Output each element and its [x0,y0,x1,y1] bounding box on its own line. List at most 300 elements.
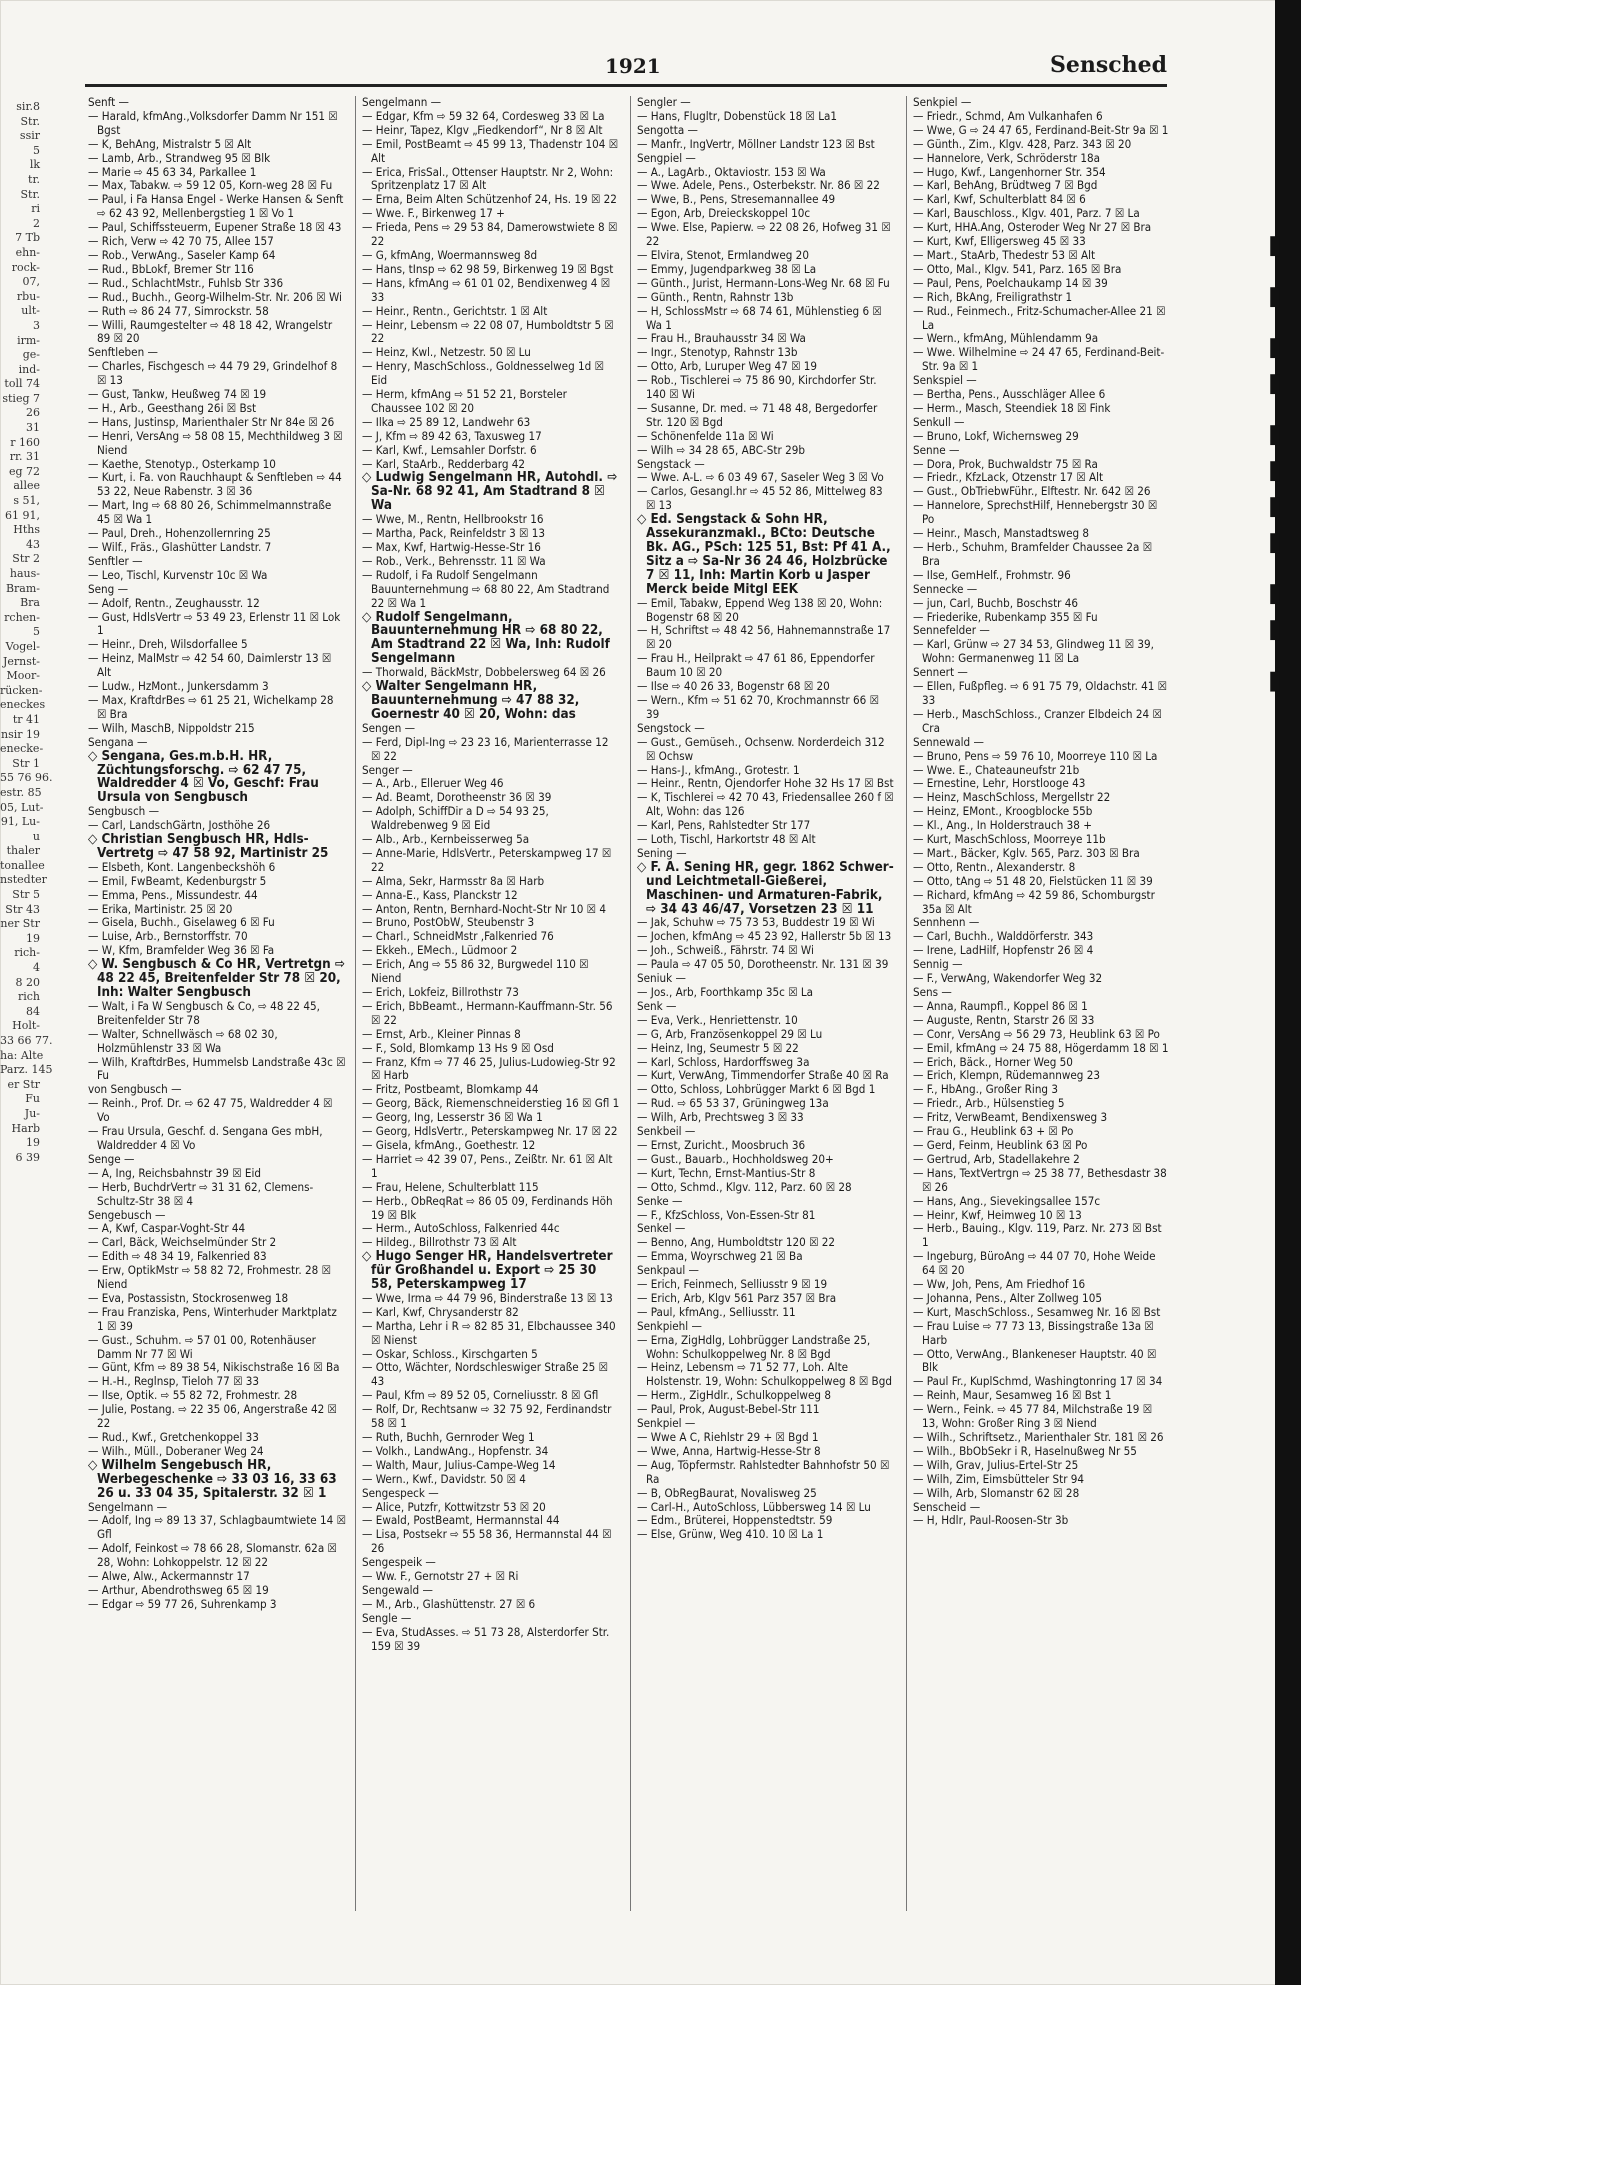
margin-fragment: u [32,829,40,843]
directory-entry: — Rob., Verk., Behrensstr. 11 ☒ Wa [362,553,546,568]
directory-entry: — Rud., Buchh., Georg-Wilhelm-Str. Nr. 206 ☒ Wi [88,289,342,304]
directory-entry: — Erich, BbBeamt., Hermann-Kauffmann-Str. 56 ☒ 22 [362,998,613,1027]
directory-entry: — Ad. Beamt, Dorotheenstr 36 ☒ 39 [362,790,552,805]
directory-entry: — Charl., SchneidMstr ,Falkenried 76 [362,929,554,944]
margin-fragment: 26 [26,406,40,420]
directory-entry: — Henri, VersAng ⇨ 58 08 15, Mechthildweg 3 ☒ Niend [88,428,343,457]
directory-entry: — Rolf, Dr, Rechtsanw ⇨ 32 75 92, Ferdinandstr 58 ☒ 1 [362,1402,612,1431]
directory-entry: — Hans, Justinsp, Marienthaler Str Nr 84e ☒ 26 [88,414,335,429]
directory-entry: — Kurt, i. Fa. von Rauchhaupt & Senftleben ⇨ 44 53 22, Neue Rabenstr. 3 ☒ 36 [88,470,342,499]
header-rule [85,84,1167,87]
directory-entry: — Wwe. Else, Papierw. ⇨ 22 08 26, Hofweg 31 ☒ 22 [637,220,891,249]
surname-heading: Sengstock — [637,720,705,735]
edge-index-marks: ▮ ▮ ▮▮ ▮▮▮▮ ▮▮ ▮ [1260,230,1290,702]
directory-entry: — H.-H., Reglnsp, Tieloh 77 ☒ 33 [88,1374,260,1389]
margin-fragment: Str. [20,114,40,128]
margin-fragment: rbu- [16,289,40,303]
directory-entry: — Mart., StaArb, Thedestr 53 ☒ Alt [913,247,1096,262]
directory-entry: — K, Tischlerei ⇨ 42 70 43, Friedensallee 260 f ☒ Alt, Wohn: das 126 [637,790,894,819]
surname-heading: Senkull — [913,414,965,429]
margin-fragment: rr. 31 [9,450,40,464]
page-number: 1921 [605,54,661,78]
surname-heading: Senke — [637,1193,683,1208]
column-3 [637,96,895,1542]
directory-entry: — Karl, Kwf, Chrysanderstr 82 [362,1304,519,1319]
directory-entry: — Friedr., KfzLack, Otzenstr 17 ☒ Alt [913,470,1104,485]
directory-entry: — Hans, kfmAng ⇨ 61 01 02, Bendixenweg 4 ☒ 33 [362,275,611,304]
margin-fragment: Str 43 [5,902,40,916]
directory-entry: — Emil, PostBeamt ⇨ 45 99 13, Thadenstr 104 ☒ Alt [362,136,619,165]
margin-fragment: Jernst- [2,654,40,668]
directory-entry: — Erw, OptikMstr ⇨ 58 82 72, Frohmestr. 28 ☒ Niend [88,1263,331,1292]
directory-entry: — Rob., Tischlerei ⇨ 75 86 90, Kirchdorfer Str. 140 ☒ Wi [637,373,877,402]
directory-entry: — Oskar, Schloss., Kirschgarten 5 [362,1346,538,1361]
directory-entry: — Herm., Masch, Steendiek 18 ☒ Fink [913,400,1111,415]
margin-fragment: eg 72 [8,464,40,478]
margin-fragment: Ju- [24,1106,40,1120]
surname-heading: Sennefelder — [913,623,990,638]
directory-entry: — Leo, Tischl, Kurvenstr 10c ☒ Wa [88,567,268,582]
margin-fragment: ge- [22,348,40,362]
directory-entry: — Luise, Arb., Bernstorffstr. 70 [88,929,248,944]
column-2 [362,96,620,1654]
directory-entry: — Kurt, MaschSchloss, Moorreye 11b [913,832,1106,847]
surname-heading: Sennert — [913,665,968,680]
directory-entry: — Eva, Verk., Henriettenstr. 10 [637,1012,798,1027]
directory-entry: — F., HbAng., Großer Ring 3 [913,1082,1058,1097]
margin-fragment: Harb [11,1121,40,1135]
left-page-cut-text [0,100,53,1950]
directory-entry: — H, SchlossMstr ⇨ 68 74 61, Mühlenstieg 6 ☒ Wa 1 [637,303,882,332]
directory-entry: — Paul, Dreh., Hohenzollernring 25 [88,526,271,541]
directory-entry: — Ruth ⇨ 86 24 77, Simrockstr. 58 [88,303,269,318]
directory-entry: — Heinz, Ing, Seumestr 5 ☒ 22 [637,1040,799,1055]
margin-fragment: rücken- [0,683,43,697]
margin-fragment: Bram- [5,581,40,595]
directory-entry: — Karl, Kwf., Lemsahler Dorfstr. 6 [362,442,537,457]
surname-heading: Sengespeik — [362,1555,436,1570]
margin-fragment: sir.8 [16,100,40,113]
directory-entry: — Karl, Schloss, Hardorffsweg 3a [637,1054,810,1069]
directory-entry: — Gust., Bauarb., Hochholdsweg 20+ [637,1151,834,1166]
directory-entry: — Frau H., Brauhausstr 34 ☒ Wa [637,331,806,346]
directory-entry: — Carl, Bäck, Weichselmünder Str 2 [88,1235,277,1250]
directory-entry: — Frau, Helene, Schulterblatt 115 [362,1179,539,1194]
margin-fragment: rchen- [4,610,40,624]
margin-fragment: 19 [26,1136,40,1150]
directory-entry: — Günth., Jurist, Hermann-Lons-Weg Nr. 68 ☒ Fu [637,275,890,290]
directory-entry: — Paul Fr., KuplSchmd, Washingtonring 17 ☒ 34 [913,1374,1163,1389]
directory-entry: — G, Arb, Französenkoppel 29 ☒ Lu [637,1026,823,1041]
directory-entry: — Wern., Kwf., Davidstr. 50 ☒ 4 [362,1471,526,1486]
directory-entry: — Erich, Ang ⇨ 55 86 32, Burgwedel 110 ☒ Niend [362,957,589,986]
margin-fragment: irm- [17,333,40,347]
directory-entry: — Wwe, G ⇨ 24 47 65, Ferdinand-Beit-Str 9a ☒ 1 [913,122,1169,137]
directory-entry: — W, Kfm, Bramfelder Weg 36 ☒ Fa [88,943,275,958]
directory-entry: — J, Kfm ⇨ 89 42 63, Taxusweg 17 [362,428,542,443]
directory-entry: — Conr, VersAng ⇨ 56 29 73, Heublink 63 ☒ Po [913,1026,1160,1041]
directory-entry: — Wwe. E., Chateauneufstr 21b [913,762,1080,777]
directory-entry: ◇ Hugo Senger HR, Handelsvertreter für Großhandel u. Export ⇨ 25 30 58, Peterskampweg 17 [362,1249,613,1293]
margin-fragment: 5 [33,625,40,639]
surname-heading: Senkpiehl — [637,1318,702,1333]
directory-entry: — Fritz, VerwBeamt, Bendixensweg 3 [913,1110,1108,1125]
margin-fragment: tonallee [0,858,45,872]
directory-entry: — Rud., BbLokf, Bremer Str 116 [88,261,254,276]
directory-entry: — Friederike, Rubenkamp 355 ☒ Fu [913,609,1098,624]
directory-entry: — Anna-E., Kass, Planckstr 12 [362,887,518,902]
directory-entry: — Willi, Raumgestelter ⇨ 48 18 42, Wrangelstr 89 ☒ 20 [88,317,333,346]
directory-entry: — Otto, Arb, Luruper Weg 47 ☒ 19 [637,359,818,374]
margin-fragment: 84 [26,1004,40,1018]
directory-entry: — Paul, Schiffssteuerm, Eupener Straße 18 ☒ 43 [88,220,342,235]
directory-entry: — Rud., Kwf., Gretchenkoppel 33 [88,1430,259,1444]
surname-heading: Senge — [88,1151,135,1166]
directory-entry: — Gertrud, Arb, Stadellakehre 2 [913,1151,1080,1166]
margin-fragment: ner Str [0,917,40,931]
margin-fragment: haus- [9,567,40,580]
margin-fragment: eneckes [0,698,46,712]
directory-entry: — Heinz, EMont., Kroogblocke 55b [913,804,1093,819]
directory-entry: — Gust., Gemüseh., Ochsenw. Norderdeich 312 ☒ Ochsw [637,734,885,763]
directory-entry: — Hildeg., Billrothstr 73 ☒ Alt [362,1235,517,1250]
directory-entry: — Paul, kfmAng., Selliusstr. 11 [637,1304,796,1319]
directory-entry: — Wilh, MaschB, Nippoldstr 215 [88,720,255,735]
directory-entry: — Emma, Woyrschweg 21 ☒ Ba [637,1249,803,1264]
directory-entry: — Heinr., Rentn, Ojendorfer Hohe 32 Hs 17 ☒ Bst [637,776,894,791]
directory-entry: — Hans, tInsp ⇨ 62 98 59, Birkenweg 19 ☒ Bgst [362,261,614,276]
directory-entry: — Erna, ZigHdlg, Lohbrügger Landstraße 25, Wohn: Schulkoppelweg Nr. 8 ☒ Bgd [637,1332,871,1361]
directory-entry: — Otto, Mal., Klgv. 541, Parz. 165 ☒ Bra [913,261,1122,276]
directory-entry: — Ernst, Zuricht., Moosbruch 36 [637,1137,806,1152]
directory-entry: — Hannelore, Verk, Schröderstr 18a [913,150,1101,165]
directory-entry: — Erich, Lokfeiz, Billrothstr 73 [362,985,519,999]
directory-entry: — Heinz, MaschSchloss, Mergellstr 22 [913,790,1111,805]
directory-entry: — Otto, tAng ⇨ 51 48 20, Fielstücken 11 ☒ 39 [913,873,1153,888]
margin-fragment: lk [29,158,40,172]
directory-entry: — Martha, Lehr i R ⇨ 82 85 31, Elbchaussee 340 ☒ Nienst [362,1318,616,1347]
directory-entry: — Günt, Kfm ⇨ 89 38 54, Nikischstraße 16 ☒ Ba [88,1360,340,1375]
directory-entry: — Herm, kfmAng ⇨ 51 52 21, Borsteler Chaussee 102 ☒ 20 [362,387,567,415]
directory-entry: — G, kfmAng, Woermannsweg 8d [362,247,538,262]
directory-entry: — A., Arb., Elleruer Weg 46 [362,776,504,791]
surname-heading: Senftler — [88,553,143,568]
margin-fragment: Str 2 [12,552,40,566]
directory-entry: — Paul, Kfm ⇨ 89 52 05, Corneliusstr. 8 ☒ Gfl [362,1388,599,1403]
surname-heading: Sengotta — [637,122,698,137]
directory-entry: — Otto, VerwAng., Blankeneser Hauptstr. 40 ☒ Blk [913,1346,1157,1375]
directory-entry: — Jak, Schuhw ⇨ 75 73 53, Buddestr 19 ☒ Wi [637,915,875,930]
directory-entry: — Georg, Ing, Lesserstr 36 ☒ Wa 1 [362,1110,543,1125]
margin-fragment: Parz. 145 [0,1063,53,1077]
directory-entry: — Wern., kfmAng, Mühlendamm 9a [913,331,1099,346]
directory-entry: — Karl, StaArb., Redderbarg 42 [362,456,526,471]
directory-entry: — Wilh., Schriftsetz., Marienthaler Str. 181 ☒ 26 [913,1430,1164,1444]
directory-entry: — Heinz, MalMstr ⇨ 42 54 60, Daimlerstr 13 ☒ Alt [88,651,332,680]
surname-heading: Senkpaul — [637,1263,699,1278]
directory-entry: — Edgar ⇨ 59 77 26, Suhrenkamp 3 [88,1596,277,1611]
directory-entry: — Frau G., Heublink 63 + ☒ Po [913,1124,1074,1139]
margin-fragment: er Str [7,1077,40,1091]
directory-entry: ◇ W. Sengbusch & Co HR, Vertretgn ⇨ 48 22 45, Breitenfelder Str 78 ☒ 20, Inh: Walter Sengbusch [88,957,345,1000]
surname-heading: Sengewald — [362,1582,433,1597]
directory-entry: — Gerd, Feinm, Heublink 63 ☒ Po [913,1137,1088,1152]
surname-heading: Senne — [913,442,960,457]
directory-entry: — Anton, Rentn, Bernhard-Nocht-Str Nr 10 ☒ 4 [362,901,606,916]
directory-entry: — Jochen, kfmAng ⇨ 45 23 92, Hallerstr 5b ☒ 13 [637,929,892,944]
margin-fragment: Str 1 [12,756,40,770]
directory-entry: — Bruno, Pens ⇨ 59 76 10, Moorreye 110 ☒ La [913,748,1158,763]
directory-entry: — Ww. F., Gernotstr 27 + ☒ Ri [362,1569,519,1584]
running-head: Sensched [1049,52,1167,78]
directory-entry: — Wwe. Adele, Pens., Osterbekstr. Nr. 86 ☒ 22 [637,178,880,193]
margin-fragment: Vogel- [5,639,40,653]
directory-entry: — Charles, Fischgesch ⇨ 44 79 29, Grindelhof 8 ☒ 13 [88,359,338,388]
surname-heading: Sengespeck — [362,1485,439,1500]
margin-fragment: stieg 7 [2,391,40,405]
directory-entry: — Friedr., Schmd, Am Vulkanhafen 6 [913,108,1103,123]
directory-entry: — Richard, kfmAng ⇨ 42 59 86, Schomburgstr 35a ☒ Alt [913,887,1155,916]
surname-heading: Sengen — [362,720,416,735]
directory-entry: — Wilh., BbObSekr i R, Haselnußweg Nr 55 [913,1443,1137,1458]
margin-fragment: 6 39 [15,1150,40,1164]
directory-entry: — Frau Luise ⇨ 77 73 13, Bissingstraße 13a ☒ Harb [913,1318,1154,1347]
surname-heading: von Sengbusch — [88,1082,182,1097]
directory-entry: — Edm., Brüterei, Hoppenstedtstr. 59 [637,1513,833,1528]
directory-entry: — A, Kwf, Caspar-Voght-Str 44 [88,1221,246,1236]
margin-fragment: s 51, [13,494,40,508]
directory-entry: — Rich, Verw ⇨ 42 70 75, Allee 157 [88,234,274,249]
surname-heading: Sens — [913,985,952,999]
directory-entry: — Emil, kfmAng ⇨ 24 75 88, Högerdamm 18 ☒ 1 [913,1040,1169,1055]
margin-fragment: 43 [26,537,40,551]
directory-entry: — Rudolf, i Fa Rudolf Sengelmann Bauunternehmung ⇨ 68 80 22, Am Stadtrand 22 ☒ Wa 1 [362,567,610,610]
directory-entry: — Ellen, Fußpfleg. ⇨ 6 91 75 79, Oldachstr. 41 ☒ 33 [913,679,1168,707]
directory-entry: — Henry, MaschSchloss., Goldnesselweg 1d ☒ Eid [362,359,604,388]
directory-entry: — Karl, Kwf, Schulterblatt 84 ☒ 6 [913,192,1086,207]
column-1 [88,96,346,1612]
directory-entry: — Herb, BuchdrVertr ⇨ 31 31 62, Clemens-Schultz-Str 38 ☒ 4 [88,1179,314,1208]
directory-entry: — Eva, Postassistn, Stockrosenweg 18 [88,1290,289,1305]
surname-heading: Seng — [88,581,129,596]
directory-entry: — Herm., ZigHdlr., Schulkoppelweg 8 [637,1388,831,1403]
margin-fragment: Holt- [12,1019,40,1033]
directory-entry: — Egon, Arb, Dreieckskoppel 10c [637,206,811,221]
margin-fragment: allee [13,479,40,493]
surname-heading: Sengana — [88,734,148,749]
margin-fragment: Moor- [6,669,40,683]
column-divider [630,96,631,1911]
directory-entry: — Edgar, Kfm ⇨ 59 32 64, Cordesweg 33 ☒ La [362,108,605,123]
directory-entry: — Carl, Buchh., Walddörferstr. 343 [913,929,1094,944]
directory-entry: — Erich, Bäck., Horner Weg 50 [913,1054,1073,1069]
margin-fragment: rock- [11,260,40,274]
directory-entry: — Frieda, Pens ⇨ 29 53 84, Damerowstwiete 8 ☒ 22 [362,220,618,249]
margin-fragment: 7 Tb [15,231,40,245]
surname-heading: Sennhenn — [913,915,980,930]
surname-heading: Sengler — [637,95,691,109]
directory-entry: — Walt, i Fa W Sengbusch & Co, ⇨ 48 22 45, Breitenfelder Str 78 [88,998,320,1027]
directory-entry: — Reinh, Maur, Sesamweg 16 ☒ Bst 1 [913,1388,1112,1403]
directory-entry: — Heinr, Kwf, Heimweg 10 ☒ 13 [913,1207,1082,1222]
directory-entry: — Carl, LandschGärtn, Josthöhe 26 [88,818,271,833]
directory-entry: — Emil, Tabakw, Eppend Weg 138 ☒ 20, Wohn: Bogenstr 68 ☒ 20 [637,595,883,624]
directory-entry: — Karl, Bauschloss., Klgv. 401, Parz. 7 ☒ La [913,206,1140,221]
directory-entry: — Frau Ursula, Geschf. d. Sengana Ges mbH, Waldredder 4 ☒ Vo [88,1124,323,1152]
directory-entry: — Hans-J., kfmAng., Grotestr. 1 [637,762,800,777]
margin-fragment: Str 5 [12,888,40,902]
directory-entry: — F., VerwAng, Wakendorfer Weg 32 [913,971,1103,986]
directory-entry: — Wilf., Fräs., Glashütter Landstr. 7 [88,540,272,554]
directory-entry: ◇ Ludwig Sengelmann HR, Autohdl. ⇨ Sa-Nr. 68 92 41, Am Stadtrand 8 ☒ Wa [362,470,618,514]
margin-fragment: 19 [26,931,40,945]
directory-entry: — Bruno, Lokf, Wichernsweg 29 [913,428,1079,443]
directory-entry: — Ewald, PostBeamt, Hermannstal 44 [362,1513,560,1528]
directory-entry: — Aug, Töpfermstr. Rahlstedter Bahnhofstr 50 ☒ Ra [637,1457,890,1486]
margin-fragment: 61 91, [5,508,40,522]
directory-entry: — Wwe A C, Riehlstr 29 + ☒ Bgd 1 [637,1430,819,1444]
directory-entry: — Frau H., Heilprakt ⇨ 47 61 86, Eppendorfer Baum 10 ☒ 20 [637,651,875,680]
margin-fragment: nsir 19 [1,727,40,741]
directory-entry: — Erich, Klempn, Rüdemannweg 23 [913,1068,1100,1083]
margin-fragment: 8 20 [15,975,40,989]
directory-entry: — Rud. ⇨ 65 53 37, Grüningweg 13a [637,1096,829,1111]
directory-entry: — Auguste, Rentn, Starstr 26 ☒ 33 [913,1012,1095,1027]
directory-entry: — Susanne, Dr. med. ⇨ 71 48 48, Bergedorfer Str. 120 ☒ Bgd [637,400,878,429]
margin-fragment: Hths [13,523,40,537]
margin-fragment: r 160 [10,435,40,449]
surname-heading: Sengelmann — [362,95,442,109]
directory-entry: — Emma, Pens., Missundestr. 44 [88,887,258,902]
directory-entry: — Anne-Marie, HdlsVertr., Peterskampweg 17 ☒ 22 [362,845,612,874]
directory-entry: — Adolph, SchiffDir a D ⇨ 54 93 25, Waldrebenweg 9 ☒ Eid [362,804,549,833]
surname-heading: Sening — [637,845,687,860]
directory-entry: — Walth, Maur, Julius-Campe-Weg 14 [362,1457,556,1472]
directory-entry: — Alwe, Alw., Ackermannstr 17 [88,1569,250,1584]
margin-fragment: ult- [21,304,40,318]
directory-entry: — Herb., ObReqRat ⇨ 86 05 09, Ferdinands Höh 19 ☒ Blk [362,1193,613,1222]
surname-heading: Sengbusch — [88,804,160,819]
directory-entry: — Edith ⇨ 48 34 19, Falkenried 83 [88,1249,267,1264]
directory-entry: — Paula ⇨ 47 05 50, Dorotheenstr. Nr. 131 ☒ 39 [637,957,889,972]
directory-entry: — Herb., Bauing., Klgv. 119, Parz. Nr. 273 ☒ Bst 1 [913,1221,1162,1250]
surname-heading: Senkpiel — [913,95,972,109]
directory-entry: — Ingr., Stenotyp, Rahnstr 13b [637,345,798,360]
surname-heading: Sennig — [913,957,963,972]
directory-entry: — Wwe, Anna, Hartwig-Hesse-Str 8 [637,1443,821,1458]
page-header [85,46,1167,82]
directory-entry: — Wwe. F., Birkenweg 17 + [362,206,505,221]
directory-entry: — Paul, Prok, August-Bebel-Str 111 [637,1402,820,1417]
margin-fragment: ind- [18,362,40,376]
margin-fragment: 5 [33,143,40,157]
directory-entry: — jun, Carl, Buchb, Boschstr 46 [913,595,1079,610]
directory-entry: — Kurt, Techn, Ernst-Mantius-Str 8 [637,1165,816,1180]
directory-entry: — Benno, Ang, Humboldtstr 120 ☒ 22 [637,1235,836,1250]
directory-entry: — Wwe. A-L. ⇨ 6 03 49 67, Saseler Weg 3 ☒ Vo [637,470,884,485]
margin-fragment: 31 [26,421,40,435]
directory-entry: — K, BehAng, Mistralstr 5 ☒ Alt [88,136,252,151]
directory-entry: — Heinr., Rentn., Gerichtstr. 1 ☒ Alt [362,303,548,318]
column-divider [906,96,907,1911]
directory-entry: ◇ F. A. Sening HR, gegr. 1862 Schwer- und Leichtmetall-Gießerei, Maschinen- und Armaturen-Fabrik, ⇨ 34 43 46/47, Vorsetzen 23 ☒ 11 [637,859,894,917]
directory-entry: — Bruno, PostObW, Steubenstr 3 [362,915,535,930]
margin-fragment: rich [17,990,40,1004]
margin-fragment: ri [31,202,40,216]
directory-entry: — Arthur, Abendrothsweg 65 ☒ 19 [88,1582,269,1597]
surname-heading: Sengstack — [637,456,705,471]
directory-entry: — Gust, Tankw, Heußweg 74 ☒ 19 [88,387,267,402]
directory-entry: — Paul, Pens, Poelchaukamp 14 ☒ 39 [913,275,1108,290]
directory-entry: — Wwe, Irma ⇨ 44 79 96, Binderstraße 13 ☒ 13 [362,1290,613,1305]
directory-entry: — Rob., VerwAng., Saseler Kamp 64 [88,247,276,262]
directory-entry: — Ferd, Dipl-Ing ⇨ 23 23 16, Marienterrasse 12 ☒ 22 [362,734,609,763]
margin-fragment: 91, Lu- [0,815,40,829]
margin-fragment: 55 76 96. [0,771,53,785]
directory-entry: — Ernestine, Lehr, Horstlooge 43 [913,776,1086,791]
directory-entry: — Thorwald, BäckMstr, Dobbelersweg 64 ☒ 26 [362,665,606,680]
directory-entry: — Mart., Bäcker, Kglv. 565, Parz. 303 ☒ Bra [913,845,1140,860]
margin-fragment: toll 74 [4,377,40,391]
directory-entry: — Elsbeth, Kont. Langenbeckshöh 6 [88,859,276,874]
directory-entry: — Otto, Rentn., Alexanderstr. 8 [913,859,1076,874]
directory-entry: — Paul, i Fa Hansa Engel - Werke Hansen & Senft ⇨ 62 43 92, Mellenbergstieg 1 ☒ Vo 1 [88,192,344,221]
directory-entry: — Ingeburg, BüroAng ⇨ 44 07 70, Hohe Weide 64 ☒ 20 [913,1249,1156,1278]
surname-heading: Sengebusch — [88,1207,166,1222]
directory-entry: — Gisela, Buchh., Giselaweg 6 ☒ Fu [88,915,275,930]
directory-entry: — Günth., Rentn, Rahnstr 13b [637,289,794,304]
directory-entry: — A., LagArb., Oktaviostr. 153 ☒ Wa [637,164,826,179]
surname-heading: Sennecke — [913,581,978,596]
directory-entry: — Ilse, Optik. ⇨ 55 82 72, Frohmestr. 28 [88,1388,298,1403]
surname-heading: Sengle — [362,1610,412,1625]
directory-entry: — Hugo, Kwf., Langenhorner Str. 354 [913,164,1106,179]
directory-entry: — Lisa, Postsekr ⇨ 55 58 36, Hermannstal 44 ☒ 26 [362,1527,612,1556]
directory-entry: — Georg, Bäck, Riemenschneiderstieg 16 ☒ Gfl 1 [362,1096,620,1111]
surname-heading: Senft — [88,95,129,109]
surname-heading: Senkbeil — [637,1124,696,1139]
directory-entry: — Harriet ⇨ 42 39 07, Pens., Zeißtr. Nr. 61 ☒ Alt 1 [362,1151,613,1180]
directory-entry: — Wern., Kfm ⇨ 51 62 70, Krochmannstr 66 ☒ 39 [637,692,879,721]
margin-fragment: 05, Lut- [0,800,44,814]
directory-entry: — Rich, BkAng, Freiligrathstr 1 [913,289,1073,304]
surname-heading: Sengelmann — [88,1499,168,1514]
directory-entry: — Carlos, Gesangl.hr ⇨ 45 52 86, Mittelweg 83 ☒ 13 [637,484,883,513]
directory-entry: — Erna, Beim Alten Schützenhof 24, Hs. 19 ☒ 22 [362,192,617,207]
directory-entry: — Ilka ⇨ 25 89 12, Landwehr 63 [362,414,531,429]
margin-fragment: tr 41 [12,712,40,726]
directory-entry: — Karl, Pens, Rahlstedter Str 177 [637,818,811,833]
margin-fragment: ssir [19,129,40,143]
directory-entry: — Schönenfelde 11a ☒ Wi [637,428,774,443]
directory-entry: — Erich, Arb, Klgv 561 Parz 357 ☒ Bra [637,1290,837,1305]
margin-fragment: enecke- [0,742,44,756]
surname-heading: Senscheid — [913,1499,981,1514]
directory-entry: — Ww, Joh, Pens, Am Friedhof 16 [913,1277,1086,1292]
directory-entry: — Ekkeh., EMech., Lüdmoor 2 [362,943,518,958]
margin-fragment: Str. [20,187,40,201]
directory-entry: — Wilh, Arb, Prechtsweg 3 ☒ 33 [637,1110,804,1125]
directory-entry: — Mart, Ing ⇨ 68 80 26, Schimmelmannstraße 45 ☒ Wa 1 [88,498,332,527]
margin-fragment: ehn- [15,245,40,259]
directory-entry: — Loth, Tischl, Harkortstr 48 ☒ Alt [637,832,816,847]
directory-entry: — Friedr., Arb., Hülsenstieg 5 [913,1096,1065,1111]
directory-entry: — Heinr., Dreh, Wilsdorfallee 5 [88,637,248,652]
directory-entry: — Adolf, Feinkost ⇨ 78 66 28, Slomanstr. 62a ☒ 28, Wohn: Lohkoppelstr. 12 ☒ 22 [88,1541,337,1570]
directory-entry: — Julie, Postang. ⇨ 22 35 06, Angerstraße 42 ☒ 22 [88,1402,337,1431]
directory-entry: — Adolf, Ing ⇨ 89 13 37, Schlagbaumtwiete 14 ☒ Gfl [88,1513,346,1542]
directory-entry: — Emil, FwBeamt, Kedenburgstr 5 [88,873,267,888]
